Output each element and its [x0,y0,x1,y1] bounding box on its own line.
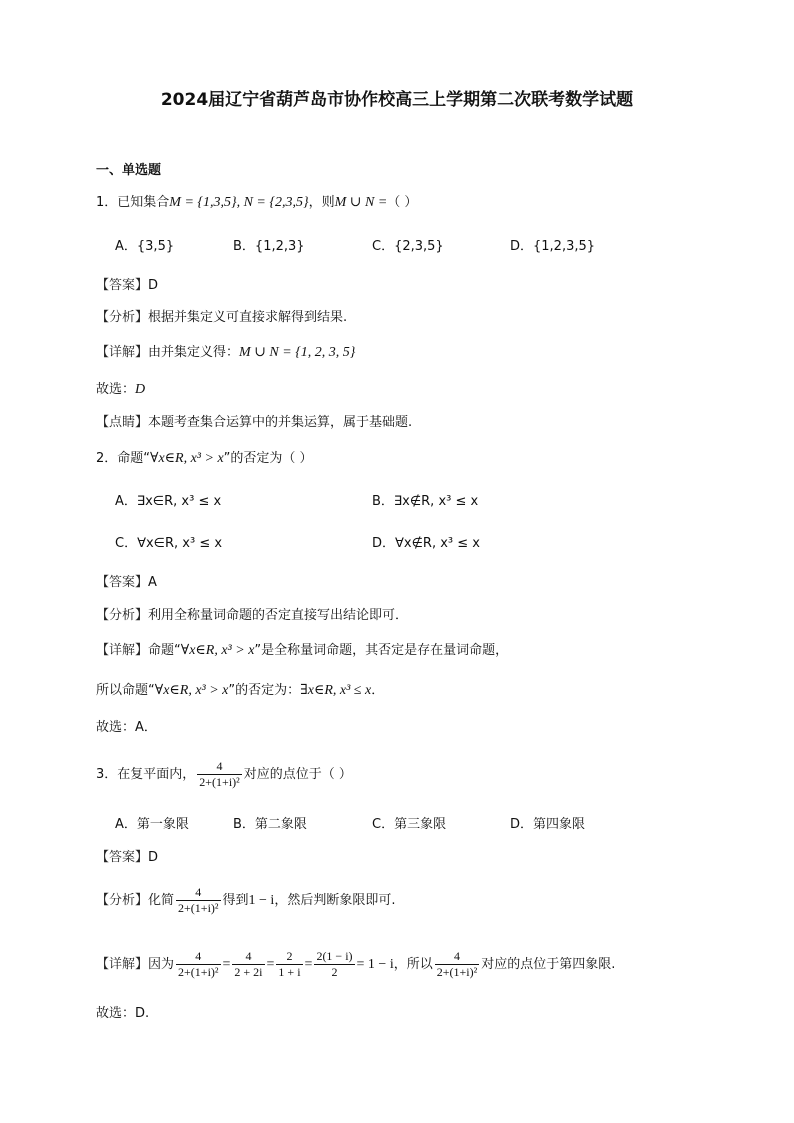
q3-detail-frac-3-den: 1 + i [278,965,301,979]
q3-frac-den: 2+(1+i)² [199,775,240,789]
q2-detail-math: ∀x∈R, x³ > x [180,643,255,658]
q3-analysis-frac-den: 2+(1+i)² [178,901,219,915]
page-title: 2024届辽宁省葫芦岛市协作校高三上学期第二次联考数学试题 [160,90,634,110]
q3-analysis-fraction [176,885,220,916]
q3-analysis-frac-num: 4 [195,885,202,899]
q3-detail-frac-2 [232,949,264,980]
q1-choose-value: D [135,382,146,397]
q1-comment-text: 本题考查集合运算中的并集运算，属于基础题. [148,415,413,430]
q3-detail-frac-3-num: 2 [286,949,293,963]
q3-detail-frac-1-num: 4 [195,949,202,963]
q3-detail-pre: 因为 [148,957,175,972]
q2-detail-line2 [96,683,384,699]
q2-line2-end: ． [371,683,385,698]
q3-detail-frac-2-num: 4 [245,949,252,963]
analysis-tag: 【分析】 [96,608,149,623]
q2-stem-pre: 2．命题“ [96,451,151,466]
q1-analysis [96,310,347,326]
q3-stem-pre: 3．在复平面内， [96,767,196,782]
analysis-tag: 【分析】 [96,310,149,325]
q2-stem-post: ”的否定为（ ） [223,451,313,466]
q1-paren: （ ） [387,195,418,210]
answer-tag: 【答案】 [96,850,149,865]
q2-answer [96,575,157,591]
detail-tag: 【详解】 [96,345,149,360]
q1-detail-math: M ∪ N = {1, 2, 3, 5} [239,345,356,360]
q3-analysis-pre: 化简 [148,893,175,908]
section-heading: 一、单选题 [96,163,162,178]
q1-sets: M = {1,3,5}, N = {2,3,5} [169,195,309,210]
q3-stem-post: 对应的点位于（ ） [243,767,352,782]
q3-choose [96,1006,149,1022]
q2-option-a: A．∃x∈R, x³ ≤ x [115,494,222,509]
q3-frac-num: 4 [216,759,223,773]
q2-option-d: D．∀x∉R, x³ ≤ x [372,536,480,551]
choose-label: 故选： [96,1006,136,1021]
q3-detail [96,948,615,982]
q3-eq-3: = [304,957,313,972]
q1-option-d: D．{1,2,3,5} [510,239,596,254]
q3-analysis-mid: 得到 [222,893,249,908]
q2-choose [96,720,157,736]
q2-detail-post: ”是全称量词命题，其否定是存在量词命题， [254,643,509,658]
q3-stem [96,758,352,792]
q3-detail-frac-1-den: 2+(1+i)² [178,965,219,979]
q2-detail-pre: 命题“ [148,643,181,658]
q3-detail-result: = 1 − i [356,957,394,972]
q3-fraction [197,759,241,790]
q1-option-b: B．{1,2,3} [233,239,305,254]
q3-detail-frac-2-den: 2 + 2i [234,965,263,979]
q3-eq-1: = [222,957,231,972]
q2-answer-value: A [148,575,157,590]
q3-detail-frac-5 [435,949,479,980]
q2-option-b: B．∃x∉R, x³ ≤ x [372,494,479,509]
q3-detail-frac-5-num: 4 [453,949,460,963]
q3-analysis [96,884,395,918]
answer-tag: 【答案】 [96,278,149,293]
q3-detail-mid: ，所以 [393,957,433,972]
detail-tag: 【详解】 [96,643,149,658]
q1-option-c: C．{2,3,5} [372,239,444,254]
comment-tag: 【点睛】 [96,415,149,430]
q1-analysis-text: 根据并集定义可直接求解得到结果. [148,310,348,325]
q1-answer [96,278,158,294]
detail-tag: 【详解】 [96,957,149,972]
q1-stem-pre: 1．已知集合 [96,195,170,210]
q1-stem [96,195,417,211]
choose-label: 故选： [96,720,136,735]
q2-line2-math: ∀x∈R, x³ > x [154,683,229,698]
q1-union: M ∪ N = [334,195,388,210]
q3-option-b: B．第二象限 [233,817,307,832]
q2-stem [96,451,313,467]
q1-stem-mid: ，则 [308,195,335,210]
q2-detail [96,643,508,659]
q3-detail-frac-4-num: 2(1 − i) [316,949,353,963]
q3-detail-frac-3 [276,949,302,980]
q3-option-d: D．第四象限 [510,817,586,832]
q3-analysis-post: ，然后判断象限即可. [274,893,396,908]
q1-detail [96,345,355,361]
q3-detail-frac-4-den: 2 [314,964,354,980]
choose-label: 故选： [96,382,136,397]
q3-detail-frac-1 [176,949,220,980]
q3-detail-post: 对应的点位于第四象限. [481,957,616,972]
q2-stem-math: ∀x∈R, x³ > x [150,451,224,466]
q3-option-c: C．第三象限 [372,817,447,832]
q2-line2-mid: ”的否定为： [228,683,301,698]
q2-choose-value: A． [135,720,157,735]
q3-answer [96,850,158,866]
q1-option-a: A．{3,5} [115,239,175,254]
q3-answer-value: D [148,850,159,865]
analysis-tag: 【分析】 [96,893,149,908]
q1-choose [96,382,145,398]
answer-tag: 【答案】 [96,575,149,590]
q3-analysis-value: 1 − i [248,893,275,908]
q1-answer-value: D [148,278,159,293]
q2-line2-pre: 所以命题“ [96,683,155,698]
q2-analysis [96,608,408,624]
q2-analysis-text: 利用全称量词命题的否定直接写出结论即可． [148,608,409,623]
q3-detail-frac-5-den: 2+(1+i)² [436,965,478,979]
q3-option-a: A．第一象限 [115,817,189,832]
q3-detail-frac-4 [314,949,354,980]
q3-choose-value: D. [135,1006,150,1021]
q2-line2-answer: ∃x∈R, x³ ≤ x [300,683,372,698]
q1-detail-text: 由并集定义得： [148,345,240,360]
q2-option-c: C．∀x∈R, x³ ≤ x [115,536,223,551]
q3-eq-2: = [266,957,275,972]
q1-comment [96,415,412,431]
